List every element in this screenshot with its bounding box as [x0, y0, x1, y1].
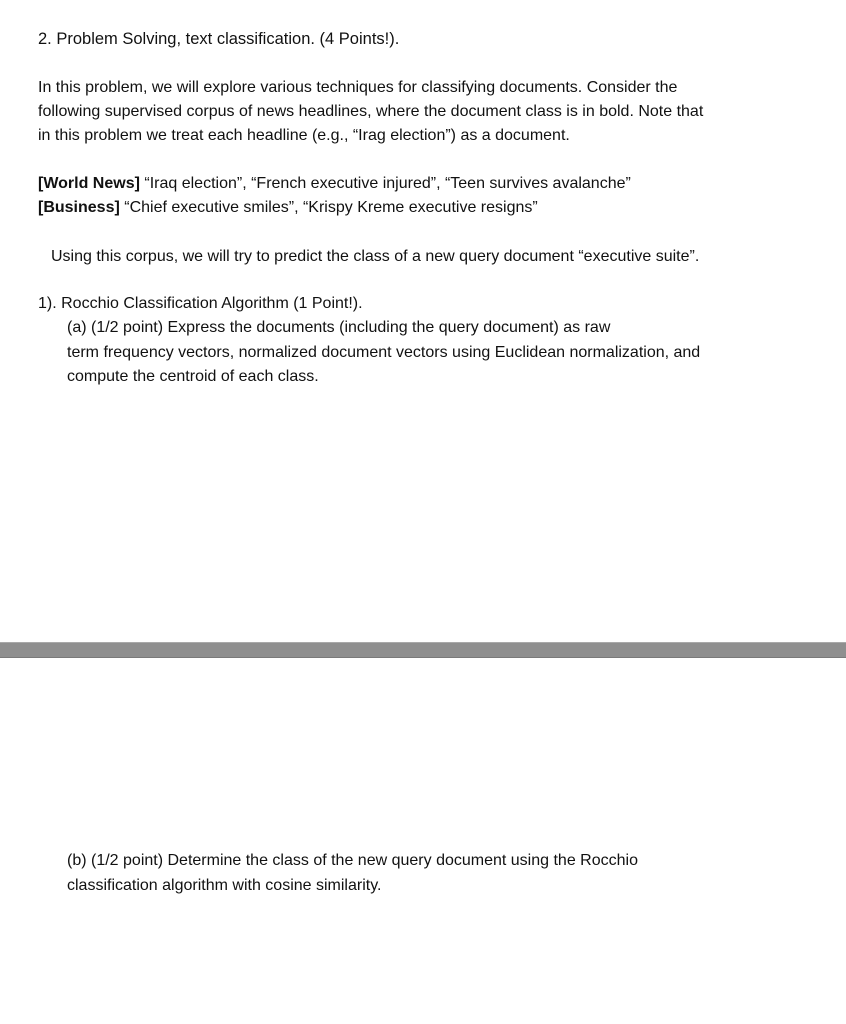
- problem-heading: 2. Problem Solving, text classification. (4 Points!).: [38, 30, 400, 48]
- world-news-headlines: “Iraq election”, “French executive injured”, “Teen survives avalanche”: [139, 175, 631, 192]
- page-bottom: [0, 658, 846, 1024]
- part-b-line-2: classification algorithm with cosine similarity.: [67, 877, 382, 894]
- class-label-world-news: [World News]: [38, 175, 140, 192]
- intro-line-2: following supervised corpus of news headlines, where the document class is in bold. Note that: [38, 103, 704, 120]
- corpus-row-business: [38, 197, 538, 219]
- section-title-rocchio: 1). Rocchio Classification Algorithm (1 Point!).: [38, 295, 363, 312]
- part-b-line-1: (b) (1/2 point) Determine the class of the new query document using the Rocchio: [67, 852, 638, 869]
- intro-line-1: In this problem, we will explore various techniques for classifying documents. Consider the: [38, 79, 678, 96]
- class-label-business: [Business]: [38, 199, 120, 216]
- page-divider: [0, 642, 846, 658]
- business-headlines: “Chief executive smiles”, “Krispy Kreme executive resigns”: [119, 199, 538, 216]
- part-a-line-2: term frequency vectors, normalized document vectors using Euclidean normalization, and: [67, 344, 701, 361]
- intro-line-3: in this problem we treat each headline (e.g., “Irag election”) as a document.: [38, 127, 570, 144]
- corpus-row-world-news: [38, 173, 631, 195]
- part-a-line-3: compute the centroid of each class.: [67, 368, 319, 385]
- part-a-line-1: (a) (1/2 point) Express the documents (including the query document) as raw: [67, 319, 611, 336]
- query-document-line: Using this corpus, we will try to predict the class of a new query document “executive suite”.: [51, 248, 700, 265]
